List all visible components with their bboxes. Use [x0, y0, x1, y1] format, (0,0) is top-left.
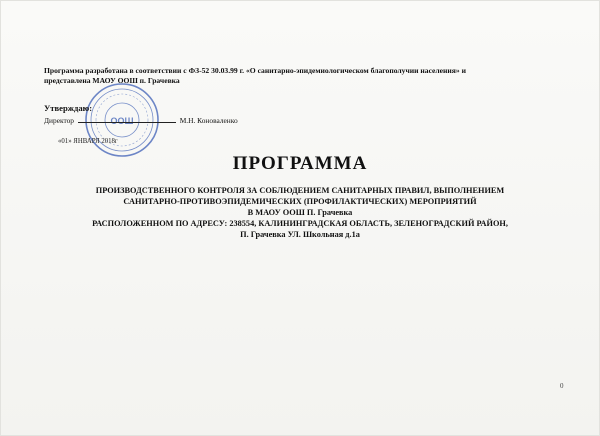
program-line-4: РАСПОЛОЖЕННОМ ПО АДРЕСУ: 238554, КАЛИНИНГРАДСКАЯ ОБЛАСТЬ, ЗЕЛЕНОГРАДСКИЙ РАЙОН,	[92, 219, 508, 228]
program-line-1: ПРОИЗВОДСТВЕННОГО КОНТРОЛЯ ЗА СОБЛЮДЕНИЕМ САНИТАРНЫХ ПРАВИЛ, ВЫПОЛНЕНИЕМ	[95, 186, 505, 195]
header-note-line2: представлена МАОУ ООШ п. Грачевка	[44, 76, 180, 85]
stamp-center-text: ООШ	[110, 116, 134, 126]
approval-label: Утверждаю:	[44, 103, 93, 113]
program-description	[20, 185, 580, 240]
program-line-5: П. Грачевка УЛ. Школьная д.1а	[240, 230, 360, 239]
program-title: ПРОГРАММА	[232, 153, 368, 174]
approval-date: «01» ЯНВАРЯ 2018г	[58, 138, 118, 145]
header-note-line1: Программа разработана в соответствии с ФЗ-52 30.03.99 г. «О санитарно-эпидемиологическом благополучии населения» и	[44, 66, 466, 75]
page-number: 0	[560, 382, 564, 390]
director-signature-line	[44, 116, 238, 125]
program-line-3: В МАОУ ООШ П. Грачевка	[247, 208, 353, 217]
director-name: М.Н. Коноваленко	[179, 116, 238, 125]
director-label: Директор	[44, 116, 74, 125]
signature-rule	[78, 122, 176, 123]
program-line-2: САНИТАРНО-ПРОТИВОЭПИДЕМИЧЕСКИХ (ПРОФИЛАКТИЧЕСКИХ) МЕРОПРИЯТИЙ	[123, 197, 477, 206]
